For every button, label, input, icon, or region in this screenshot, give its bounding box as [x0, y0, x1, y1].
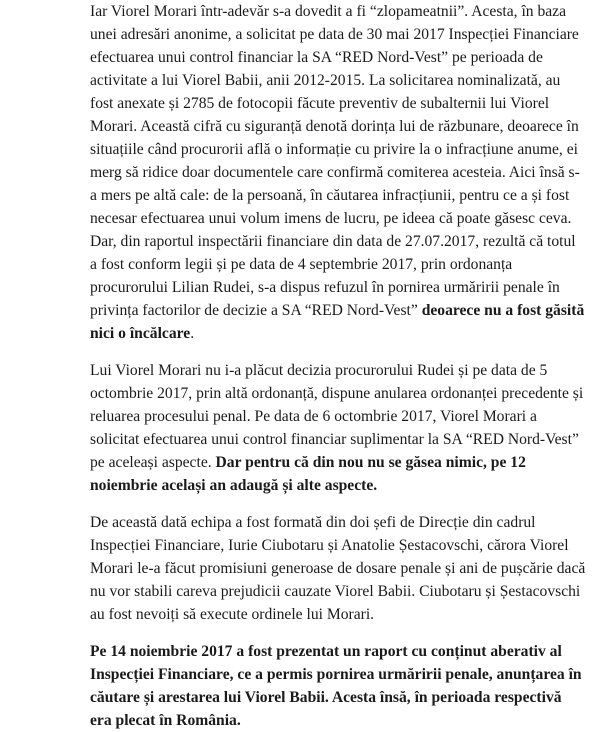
paragraph-text: Iar Viorel Morari într-adevăr s-a dovedit a fi “zlopameatnii”. Acesta, în baza unei adresări anonime, a solicitat pe data de 30 mai 2017 Inspecției Financiare efectuarea unui control financiar la SA “RED Nord-Vest” pe perioada de activitate a lui Viorel Babii, anii 2012-2015. La solicitarea nominalizată, au fost anexate și 2785 de fotocopii făcute preventiv de subalternii lui Viorel Morari. Această cifră cu siguranță denotă dorința lui de răzbunare, deoarece în situațiile când procurorii află o informație cu privire la o infracțiune anume, ei merg să ridice doar documentele care confirmă comiterea acesteia. Aici însă s-a mers pe altă cale: de la persoană, în căutarea infracțiunii, pentru ce a și fost necesar efectuarea unui volum imens de lucru, pe ideea că poate găsesc ceva. Dar, din raportul inspectării financiare din data de 27.07.2017, rezultă că totul a fost conform legii și pe data de 4 septembrie 2017, prin ordonanța procurorului Lilian Rudei, s-a dispus refuzul în pornirea urmăririi penale în privința factorilor de decizie a SA “RED Nord-Vest” — [90, 3, 580, 319]
paragraph — [90, 359, 586, 497]
paragraph-text: Lui Viorel Morari nu i-a plăcut decizia procurorului Rudei și pe data de 5 octombrie 2017, prin altă ordonanță, dispune anularea ordonanței precedente și reluarea procesului penal. Pe data de 6 octombrie 2017, Viorel Morari a solicitat efectuarea unui control financiar suplimentar la SA “RED Nord-Vest” pe aceleași aspecte. — [90, 362, 584, 471]
paragraph — [90, 511, 586, 626]
bold-emphasis: deoarece nu a fost găsită nici o încălcare — [90, 302, 585, 342]
paragraph-text: . — [190, 325, 195, 342]
paragraph — [90, 640, 586, 732]
paragraph — [90, 0, 586, 345]
paragraph-text: De această dată echipa a fost formată din doi șefi de Direcție din cadrul Inspecției Financiare, Iurie Ciubotaru și Anatolie Șestacovschi, cărora Viorel Morari le-a făcut promisiuni generoase de dosare penale și ani de pușcărie dacă nu vor stabili careva prejudicii cauzate Viorel Babii. Ciubotaru și Șestacovschi au fost nevoiți să execute ordinele lui Morari. — [90, 514, 586, 623]
bold-emphasis: Pe 14 noiembrie 2017 a fost prezentat un raport cu conținut aberativ al Inspecției Financiare, ce a permis pornirea urmăririi penale, anunțarea în căutare și arestarea lui Viorel Babii. Acesta însă, în perioada respectivă era plecat în România. — [90, 643, 582, 729]
bold-emphasis: Dar pentru că din nou nu se găsea nimic, pe 12 noiembrie același an adaugă și alte aspecte. — [90, 454, 526, 494]
